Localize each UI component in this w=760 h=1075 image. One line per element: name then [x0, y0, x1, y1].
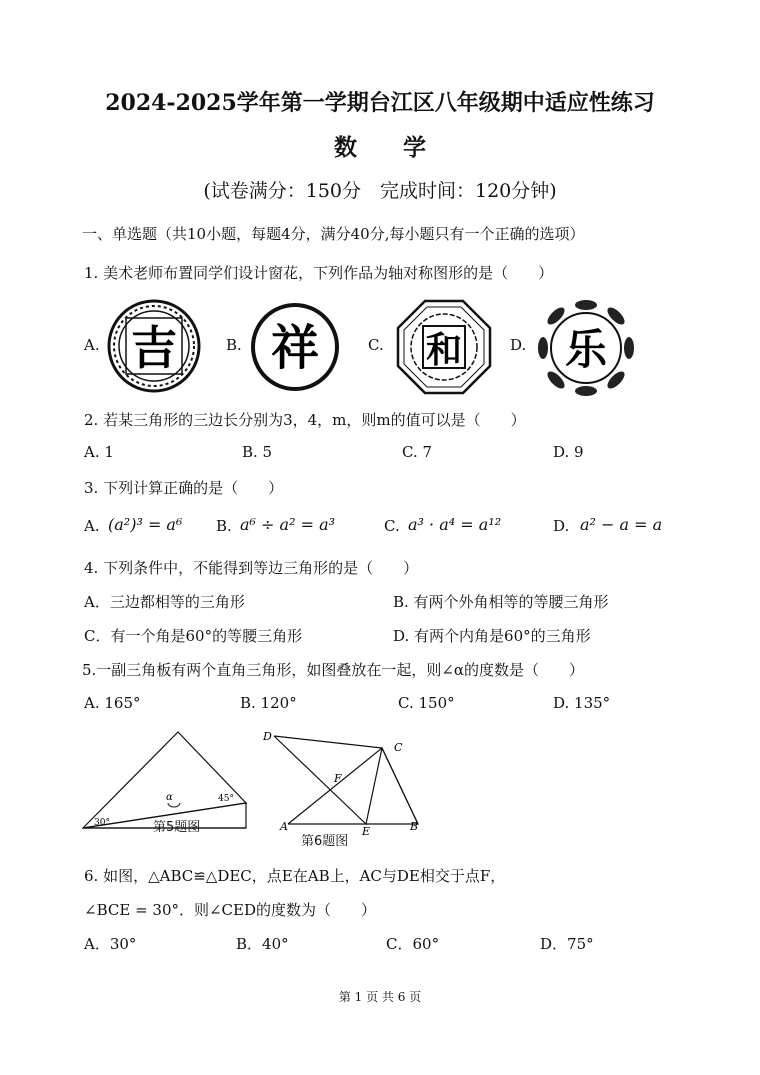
window-flower-xiang	[250, 302, 340, 392]
char-ji: 吉	[131, 321, 177, 375]
q6-option-b: B．40°	[236, 935, 289, 953]
q5-option-a: A. 165°	[84, 694, 141, 712]
q3-expr-c: a³ · a⁴ = a¹²	[408, 515, 502, 534]
q6-stem-line1: 6. 如图，△ABC≌△DEC，点E在AB上，AC与DE相交于点F，	[84, 867, 506, 885]
subject-title: 数 学	[334, 134, 426, 161]
page-footer: 第 1 页 共 6 页	[338, 990, 422, 1004]
q2-stem: 2. 若某三角形的三边长分别为3，4，m，则m的值可以是（ ）	[84, 411, 526, 429]
exam-info: (试卷满分：150分 完成时间：120分钟)	[203, 180, 557, 202]
window-flower-ji	[106, 298, 202, 394]
q4-stem: 4. 下列条件中，不能得到等边三角形的是（ ）	[84, 559, 419, 577]
q2-option-b: B. 5	[242, 443, 273, 461]
q2-option-d: D. 9	[553, 443, 584, 461]
angle-30-label: 30°	[94, 818, 110, 828]
q6-option-a: A．30°	[84, 935, 137, 953]
q6-stem-line2: ∠BCE = 30°．则∠CED的度数为（ ）	[84, 901, 377, 919]
q5-option-b: B. 120°	[240, 694, 297, 712]
angle-45-label: 45°	[218, 794, 234, 804]
q1-label-d: D.	[510, 336, 527, 354]
char-le: 乐	[564, 325, 608, 374]
section-heading: 一、单选题（共10小题，每题4分，满分40分,每小题只有一个正确的选项）	[82, 225, 585, 243]
exam-title: 2024-2025学年第一学期台江区八年级期中适应性练习	[105, 90, 655, 116]
angle-alpha-label: α	[166, 792, 173, 803]
q3-expr-d: a² − a = a	[580, 515, 663, 534]
point-a-label: A	[280, 820, 288, 833]
window-flower-le	[536, 298, 636, 398]
q5-stem: 5.一副三角板有两个直角三角形，如图叠放在一起，则∠α的度数是（ ）	[82, 661, 585, 679]
q3-label-b: B.	[216, 517, 232, 535]
q4-option-a: A．三边都相等的三角形	[84, 593, 245, 611]
q6-option-d: D．75°	[540, 935, 594, 953]
q3-expr-b: a⁶ ÷ a² = a³	[240, 515, 336, 534]
q5-option-c: C. 150°	[398, 694, 455, 712]
q3-expr-a: (a²)³ = a⁶	[108, 515, 183, 534]
q2-option-c: C. 7	[402, 443, 433, 461]
char-xiang: 祥	[270, 320, 320, 376]
point-f-label: F	[334, 772, 342, 785]
q1-label-a: A.	[84, 336, 100, 354]
q3-stem: 3. 下列计算正确的是（ ）	[84, 479, 284, 497]
point-e-label: E	[362, 825, 371, 838]
window-flower-he	[395, 298, 493, 396]
q1-label-c: C.	[368, 336, 384, 354]
q3-label-c: C.	[384, 517, 400, 535]
q4-option-c: C．有一个角是60°的等腰三角形	[84, 627, 303, 645]
q6-option-c: C．60°	[386, 935, 440, 953]
q2-option-a: A. 1	[84, 443, 114, 461]
q3-label-a: A.	[84, 517, 100, 535]
point-d-label: D	[263, 730, 272, 743]
q4-option-d: D. 有两个内角是60°的三角形	[393, 627, 591, 645]
q6-figure-caption: 第6题图	[301, 834, 349, 849]
q6-figure	[258, 726, 426, 838]
q3-label-d: D.	[553, 517, 570, 535]
q1-stem: 1. 美术老师布置同学们设计窗花，下列作品为轴对称图形的是（ ）	[84, 264, 554, 282]
point-c-label: C	[394, 741, 403, 754]
q5-option-d: D. 135°	[553, 694, 611, 712]
q1-label-b: B.	[226, 336, 242, 354]
q4-option-b: B. 有两个外角相等的等腰三角形	[393, 593, 609, 611]
char-he: 和	[425, 329, 463, 371]
point-b-label: B	[410, 820, 419, 833]
q5-figure-caption: 第5题图	[153, 820, 201, 835]
